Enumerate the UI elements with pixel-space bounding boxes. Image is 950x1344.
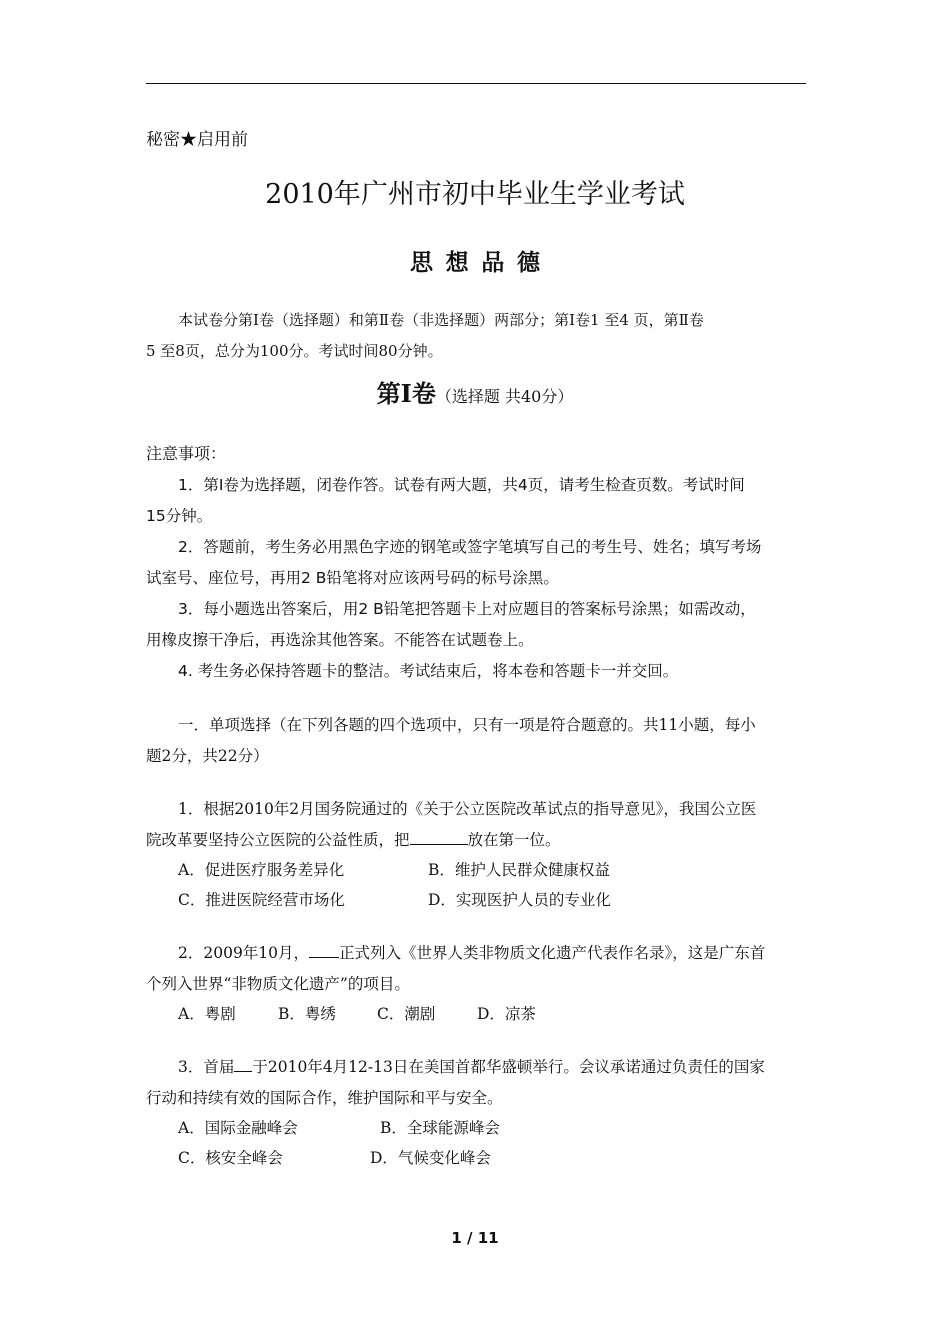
part1-heading [0, 374, 950, 409]
question-2-option-c: C．潮剧 [377, 1005, 436, 1023]
notice-line: 用橡皮擦干净后，再选涂其他答案。不能答在试题卷上。 [146, 631, 534, 649]
question-2-option-a: A．粤剧 [178, 1005, 236, 1023]
part1-title: 第Ⅰ卷 [376, 379, 436, 408]
question-3-option-b: B．全球能源峰会 [380, 1119, 500, 1137]
question-3-text: 于2010年4月12-13日在美国首都华盛顿举行。会议承诺通过负责任的国家 [252, 1058, 765, 1076]
question-1-option-c: C．推进医院经营市场化 [178, 891, 345, 909]
question-2-text: 2．2009年10月， [178, 944, 310, 962]
notice-line: 试室号、座位号，再用2 B铅笔将对应该两号码的标号涂黑。 [146, 569, 559, 587]
notice-line: 2．答题前，考生务必用黑色字迹的钢笔或签字笔填写自己的考生号、姓名；填写考场 [178, 538, 762, 556]
page-number: 1 / 11 [451, 1229, 499, 1247]
question-3-option-c: C．核安全峰会 [178, 1149, 283, 1167]
answer-blank [234, 1057, 252, 1072]
section1-instruction: 一．单项选择（在下列各题的四个选项中，只有一项是符合题意的。共11小题，每小 [178, 716, 756, 734]
answer-blank [410, 830, 468, 845]
question-3-stem-cont: 行动和持续有效的国际合作，维护国际和平与安全。 [146, 1089, 503, 1107]
question-2-stem-cont: 个列入世界“非物质文化遗产”的项目。 [146, 975, 410, 993]
notice-heading: 注意事项： [146, 444, 227, 463]
question-1-text: 院改革要坚持公立医院的公益性质，把 [146, 831, 410, 849]
intro-line-2: 5 至8页，总分为100分。考试时间80分钟。 [146, 342, 443, 360]
question-3-option-d: D．气候变化峰会 [370, 1149, 491, 1167]
question-1-text: 放在第一位。 [467, 831, 561, 849]
subject-title: 思想品德 [410, 249, 553, 276]
notice-line: 4. 考生务必保持答题卡的整洁。考试结束后，将本卷和答题卡一并交回。 [178, 662, 679, 680]
part1-subtitle: （选择题 共40分） [435, 387, 574, 406]
question-1-option-d: D．实现医护人员的专业化 [428, 891, 611, 909]
intro-line-1: 本试卷分第Ⅰ卷（选择题）和第Ⅱ卷（非选择题）两部分；第Ⅰ卷1 至4 页，第Ⅱ卷 [178, 311, 704, 329]
question-2-option-b: B．粤绣 [278, 1005, 336, 1023]
question-1-stem: 1．根据2010年2月国务院通过的《关于公立医院改革试点的指导意见》，我国公立医 [178, 800, 757, 818]
confidential-label: 秘密★启用前 [146, 130, 248, 150]
notice-line: 1．第Ⅰ卷为选择题，闭卷作答。试卷有两大题，共4页，请考生检查页数。考试时间 [178, 476, 745, 494]
question-2-text: 正式列入《世界人类非物质文化遗产代表作名录》，这是广东首 [339, 944, 766, 962]
question-3-text: 3．首届 [178, 1058, 235, 1076]
notice-line: 15分钟。 [146, 507, 213, 525]
question-2-stem [178, 941, 765, 963]
question-1-option-b: B．维护人民群众健康权益 [428, 861, 610, 879]
header-rule [146, 83, 806, 84]
question-1-option-a: A．促进医疗服务差异化 [178, 861, 345, 879]
section1-instruction-cont: 题2分，共22分） [146, 747, 269, 765]
notice-line: 3．每小题选出答案后，用2 B铅笔把答题卡上对应题目的答案标号涂黑；如需改动， [178, 600, 756, 618]
question-3-stem [178, 1055, 765, 1077]
question-2-option-d: D．凉茶 [477, 1005, 536, 1023]
question-1-stem-cont [146, 828, 561, 850]
question-3-option-a: A．国际金融峰会 [178, 1119, 298, 1137]
exam-title: 2010年广州市初中毕业生学业考试 [265, 179, 685, 210]
answer-blank [309, 943, 339, 958]
